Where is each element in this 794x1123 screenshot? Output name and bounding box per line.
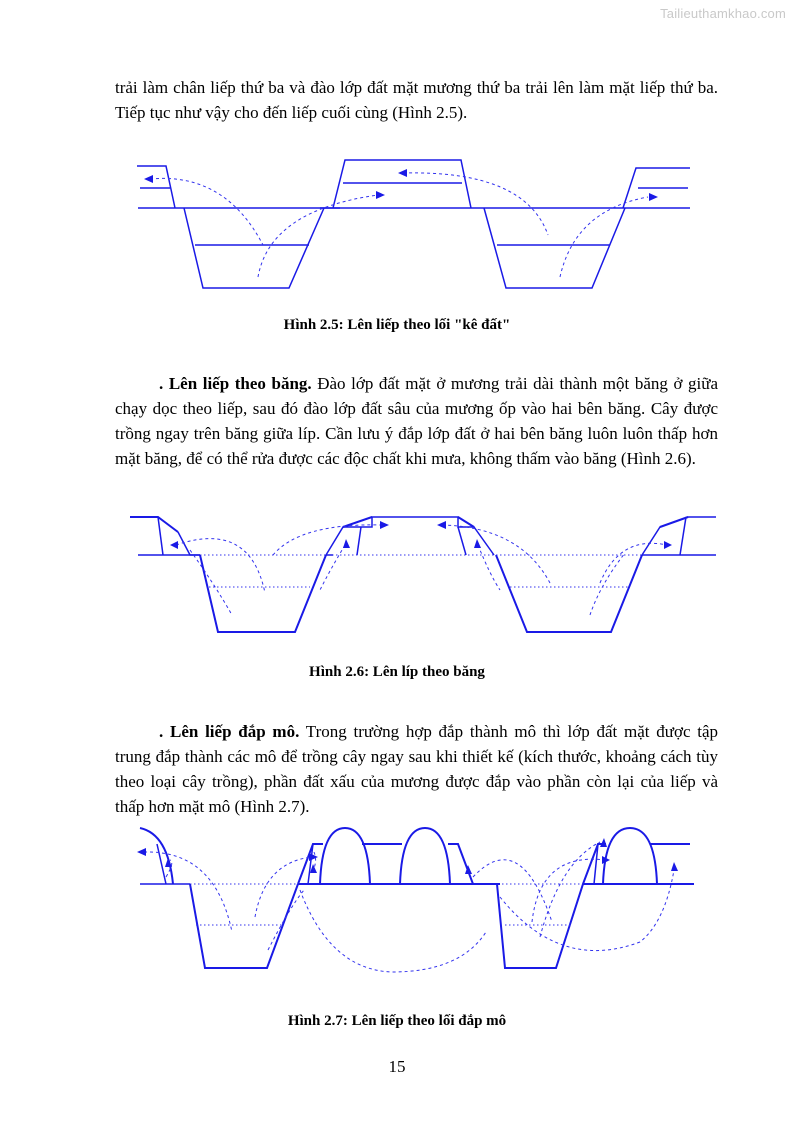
paragraph-3-body: Trong trường hợp đắp thành mô thì lớp đất mặt được tập trung đắp thành các mô để trồng cây ngay sau khi thiết kế (kích thước, khoảng cách tùy theo loại cây trồng), phần đất xấu của mương được đắp vào phần còn lại của liếp và thấp hơn mặt mô (Hình 2.7).: [115, 722, 719, 816]
figure-2-6-diagram: [0, 505, 794, 640]
paragraph-2-body: Đào lớp đất mặt ở mương trải dài thành một băng ở giữa chạy dọc theo liếp, sau đó đào lớp đất sâu của mương ốp vào hai bên băng. Cây được trồng ngay trên băng giữa líp. Cần lưu ý đắp lớp đất ở hai bên băng luôn luôn thấp hơn mặt băng, để có thể rửa được các độc chất khi mưa, không thấm vào băng (Hình 2.6).: [115, 374, 718, 468]
figure-2-5-caption: Hình 2.5: Lên liếp theo lối "kê đất": [283, 317, 511, 333]
paragraph-2-lead: . Lên liếp theo băng.: [159, 374, 312, 393]
page-number: 15: [388, 1057, 406, 1076]
paragraph-3: [115, 719, 718, 819]
watermark: Tailieuthamkhao.com: [660, 6, 786, 21]
figure-2-7-diagram: [0, 822, 794, 977]
figure-2-6-caption: Hình 2.6: Lên líp theo băng: [309, 664, 485, 680]
paragraph-1: trải làm chân liếp thứ ba và đào lớp đất mặt mương thứ ba trải lên làm mặt liếp thứ ba. Tiếp tục như vậy cho đến liếp cuối cùng (Hình 2.5).: [115, 78, 718, 122]
paragraph-2: [115, 371, 718, 471]
figure-2-5-diagram: [0, 150, 794, 300]
paragraph-3-lead: . Lên liếp đắp mô.: [159, 722, 300, 741]
figure-2-7-caption: Hình 2.7: Lên liếp theo lối đắp mô: [287, 1013, 507, 1029]
